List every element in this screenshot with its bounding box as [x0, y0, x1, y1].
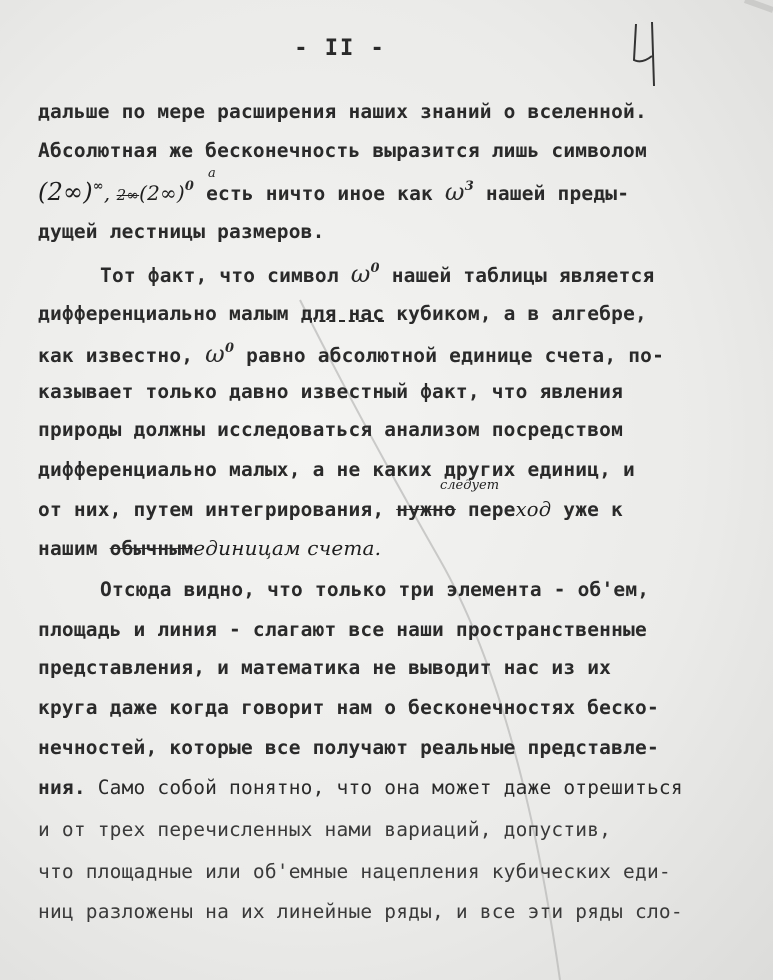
text-segment: равно абсолютной единице счета, по- — [234, 344, 665, 367]
text-line-13: Отсюда видно, что только три элемента - об'ем, — [100, 578, 650, 601]
text-line-19: и от трех перечисленных нами вариаций, допустив, — [38, 818, 612, 841]
text-segment: как известно, — [38, 344, 206, 367]
omega-symbol: ω — [444, 178, 465, 206]
text-line-12 — [38, 536, 381, 561]
struck-word: обычным — [109, 537, 194, 560]
text-line-9: природы должны исследоваться анализом посредством — [38, 418, 624, 441]
text-segment: нашей таблицы является — [379, 264, 655, 287]
text-line-2: Абсолютная же бесконечность выразится лишь символом — [38, 139, 647, 162]
text-line-21: ниц разложены на их линейные ряды, и все эти ряды сло- — [38, 900, 683, 923]
text-line-16: круга даже когда говорит нам о бесконечностях беско- — [38, 696, 659, 719]
omega-exponent: 3 — [464, 179, 474, 194]
text-line-6 — [38, 302, 647, 326]
text-segment: есть ничто иное как — [206, 182, 445, 205]
page-number: - II - — [294, 36, 386, 61]
text-segment: дифференциально малым — [38, 302, 301, 325]
text-line-8: казывает только давно известный факт, что явления — [38, 380, 624, 403]
formula-sup-infinity: ∞ — [92, 179, 104, 194]
handwritten-superscript-a: a — [208, 166, 216, 181]
omega-symbol: ω — [350, 260, 371, 288]
omega-symbol: ω — [205, 340, 225, 368]
underlined-text: для нас — [300, 302, 385, 325]
text-segment-light: Само собой понятно, что она может даже отрешиться — [85, 776, 683, 799]
text-line-11 — [38, 498, 623, 522]
handwritten-correction: ход — [515, 498, 552, 521]
text-line-18 — [38, 776, 683, 800]
formula-sup-zero: 0 — [184, 179, 195, 194]
handwritten-insertion: следует — [440, 478, 500, 493]
text-line-4: дущей лестницы размеров. — [38, 220, 325, 243]
text-segment: нашим — [38, 537, 110, 560]
text-line-20: что площадные или об'емные нацепления кубических еди- — [38, 860, 671, 883]
text-line-10: дифференциально малых, а не каких других единиц, и — [38, 458, 635, 481]
text-line-5 — [100, 262, 654, 291]
text-segment: Тот факт, что символ — [100, 264, 351, 287]
text-segment: от них, путем интегрирования, — [38, 498, 397, 521]
text-segment: ния. — [38, 776, 86, 799]
text-segment: уже к — [551, 498, 623, 521]
struck-word: нужно — [396, 498, 456, 521]
formula-2-infinity: (2∞) — [38, 178, 93, 206]
text-line-7 — [38, 342, 664, 371]
handwritten-sheet-mark — [630, 20, 660, 90]
formula-2-infinity-b: (2∞) — [139, 181, 185, 205]
formula-struck: 2∞ — [116, 186, 140, 204]
text-segment: нашей преды- — [473, 182, 630, 205]
text-line-1: дальше по мере расширения наших знаний о вселенной. — [38, 100, 647, 123]
text-line-3: (2∞)∞, $2\infty(2\infty)^0$ есть ничто иное как $\omega^3$ нашей преды- — [38, 178, 630, 206]
text-segment: пере — [455, 498, 516, 521]
text-line-17: нечностей, которые все получают реальные представле- — [38, 736, 659, 759]
handwritten-correction: единицам счета. — [193, 536, 382, 560]
omega-exponent: 0 — [370, 261, 380, 276]
omega-exponent: 0 — [224, 341, 235, 356]
text-line-15: представления, и математика не выводит нас из их — [38, 656, 612, 679]
text-segment: кубиком, а в алгебре, — [384, 302, 647, 325]
text-line-14: площадь и линия - слагают все наши пространственные — [38, 618, 647, 641]
